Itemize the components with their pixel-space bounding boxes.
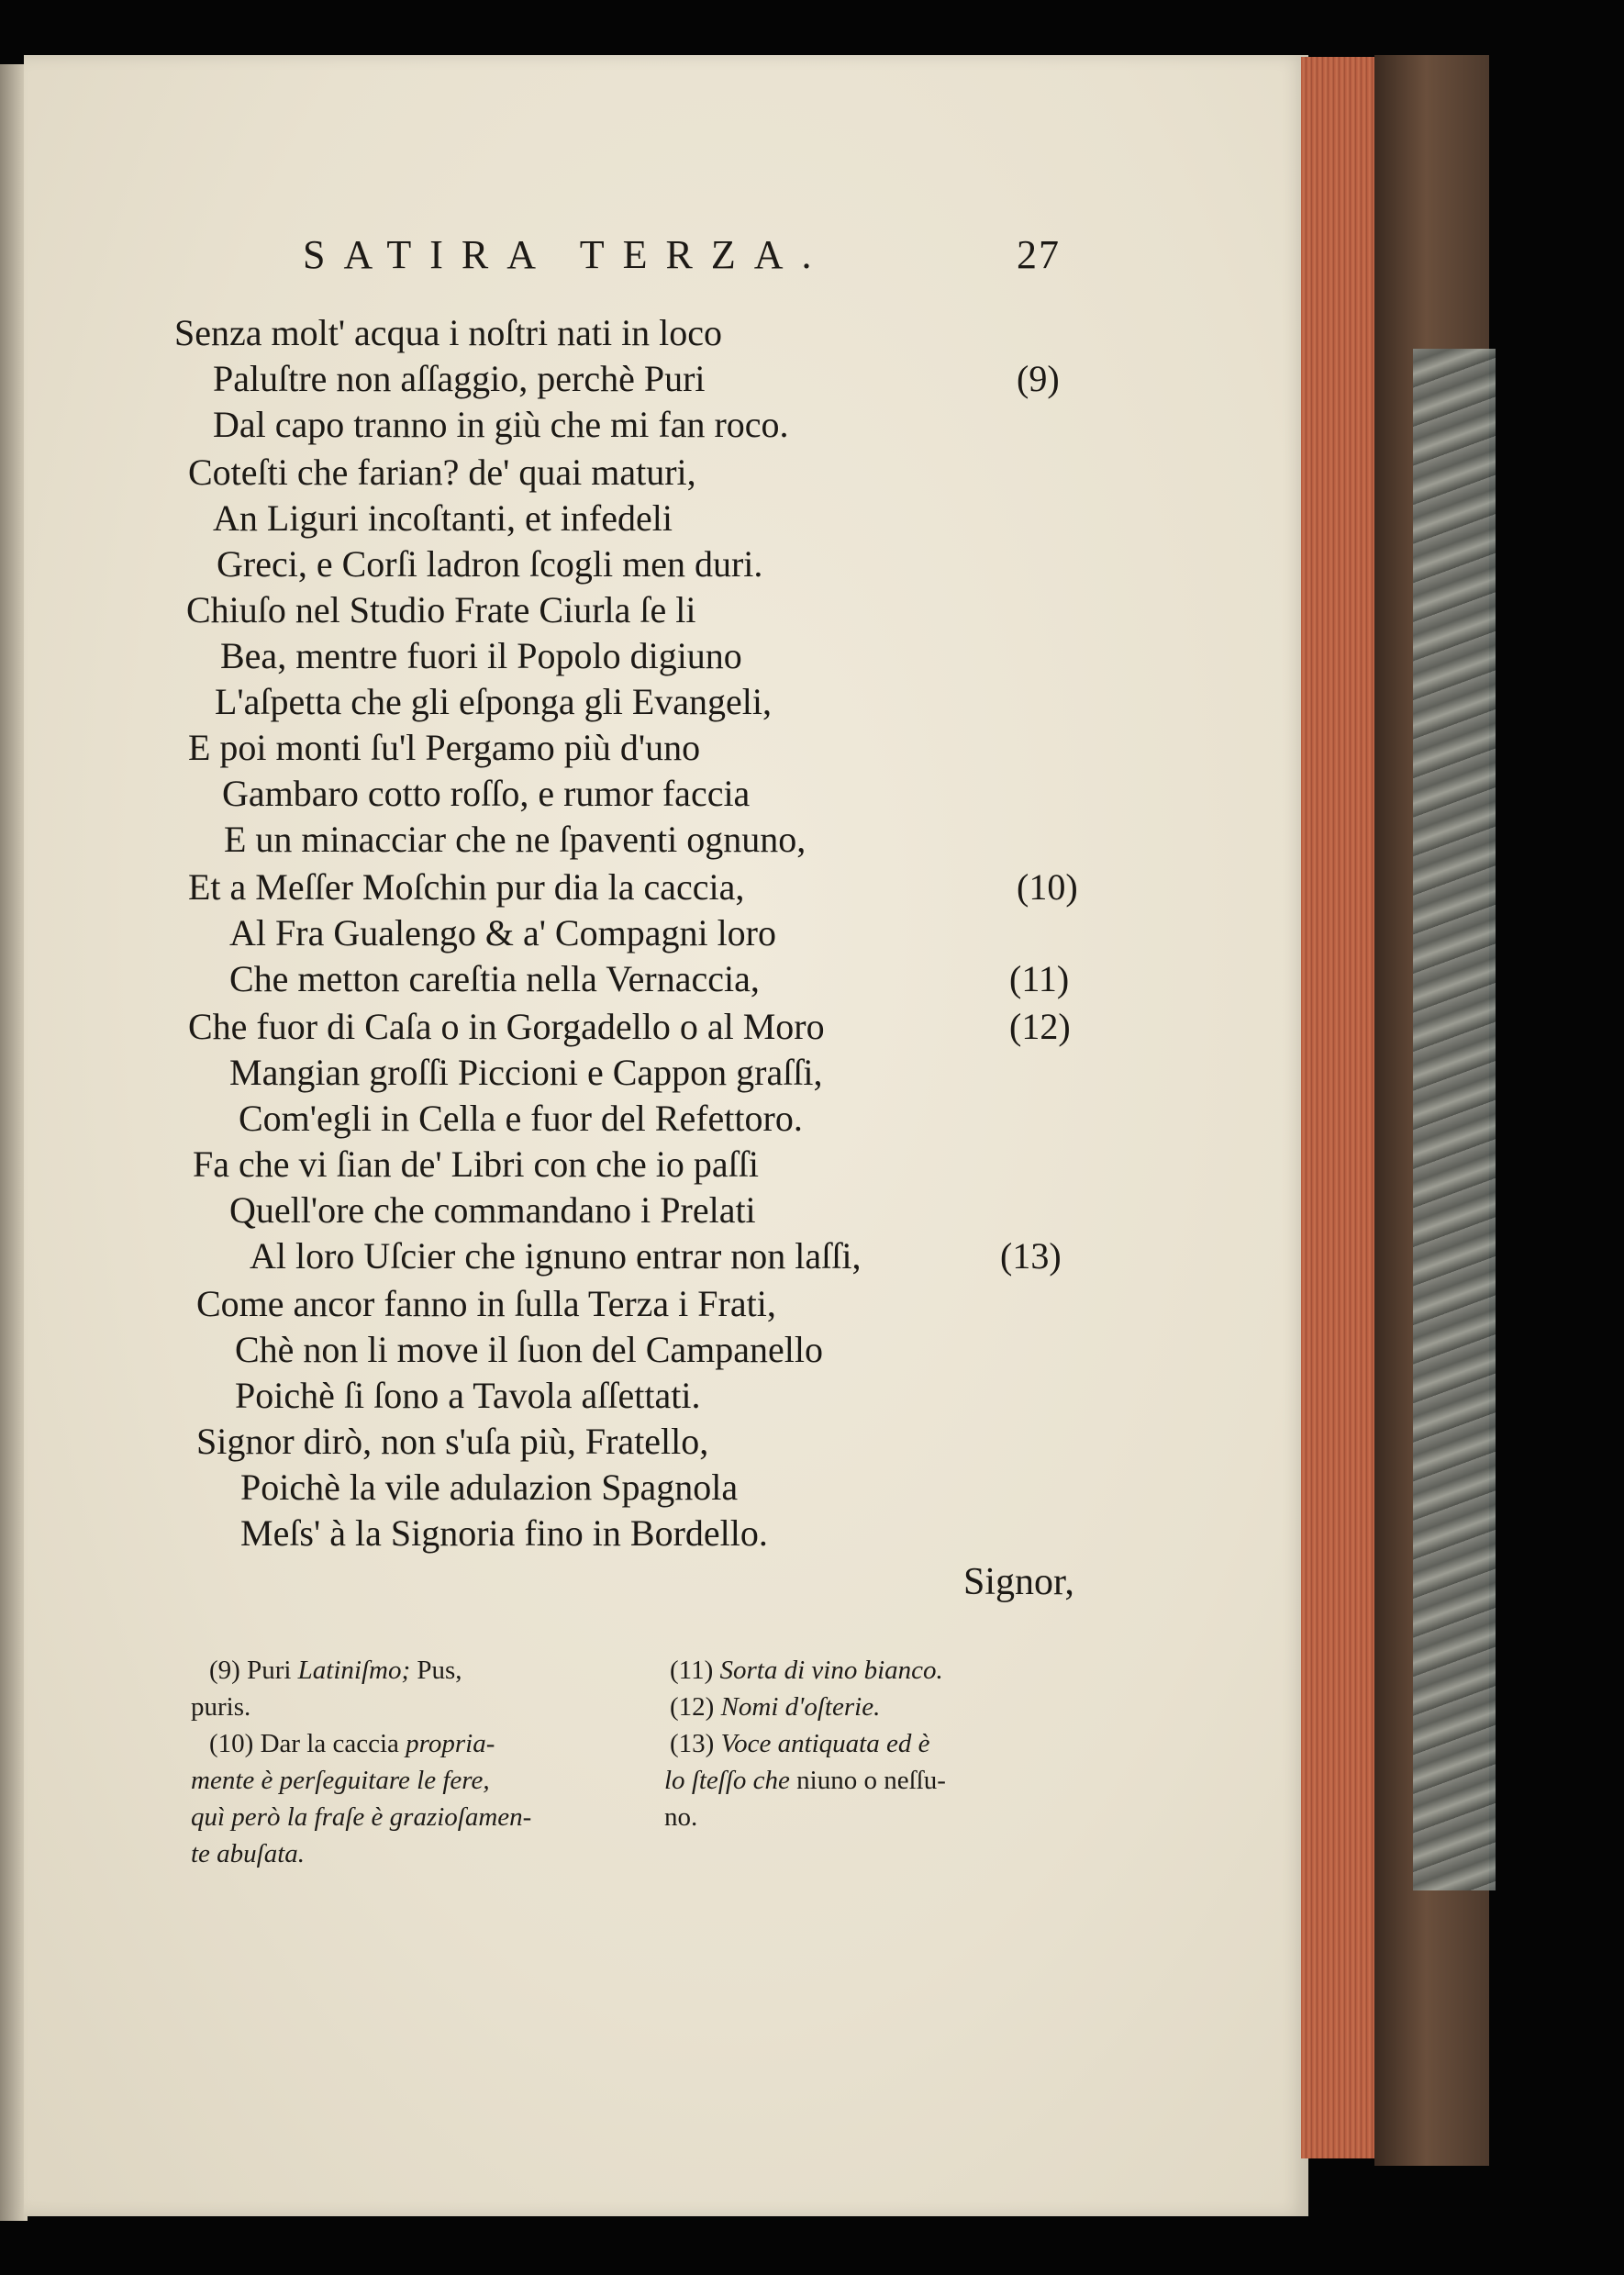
verse-line: Mangian groſſi Piccioni e Cappon graſſi, xyxy=(229,1052,823,1093)
verse-line: Et a Meſſer Moſchin pur dia la caccia, xyxy=(188,866,745,908)
footnote-13-continued xyxy=(664,1762,1101,1799)
verse-line: Al Fra Gualengo & a' Compagni loro xyxy=(229,912,776,953)
verse-line: Come ancor fanno in ſulla Terza i Frati, xyxy=(196,1283,776,1324)
running-head xyxy=(303,231,1147,286)
catchword: Signor, xyxy=(963,1561,1074,1603)
verse-line: Greci, e Corſi ladron ſcogli men duri. xyxy=(217,543,763,585)
footnote-text: propria- xyxy=(406,1729,495,1758)
running-title: SATIRA TERZA. xyxy=(303,232,830,277)
note-reference: (11) xyxy=(1009,958,1070,999)
footnotes-left-column xyxy=(191,1652,650,1872)
footnote-13 xyxy=(670,1725,1101,1762)
footnote-text: Voce antiquata ed è xyxy=(720,1729,930,1758)
verse-line: Meſs' à la Signoria fino in Bordello. xyxy=(240,1512,768,1554)
footnote-9 xyxy=(209,1652,650,1689)
footnote-number: (13) xyxy=(670,1729,715,1758)
verse-line: Al loro Uſcier che ignuno entrar non laſſi, xyxy=(250,1235,862,1277)
note-reference: (10) xyxy=(1017,866,1078,908)
verse-line: Dal capo tranno in giù che mi fan roco. xyxy=(213,404,789,445)
verse-line: E poi monti ſu'l Pergamo più d'uno xyxy=(188,727,701,768)
note-reference: (12) xyxy=(1009,1006,1071,1047)
footnote-number: (10) xyxy=(209,1729,254,1758)
verse-line: Che fuor di Caſa o in Gorgadello o al Moro xyxy=(188,1006,825,1047)
footnote-10 xyxy=(209,1725,650,1762)
verse-line: Fa che vi ſian de' Libri con che io paſſi xyxy=(193,1143,760,1185)
footnote-text: te abuſata. xyxy=(191,1839,306,1868)
footnote-text: puris. xyxy=(191,1692,251,1722)
note-reference: (13) xyxy=(1000,1235,1062,1277)
verse-line: E un minacciar che ne ſpaventi ognuno, xyxy=(224,819,806,860)
verse-line: Com'egli in Cella e fuor del Refettoro. xyxy=(239,1098,803,1139)
footnote-text: Pus, xyxy=(417,1656,462,1685)
verse-line: Chè non li move il ſuon del Campanello xyxy=(235,1329,824,1370)
footnote-text: mente è perſeguitare le fere, xyxy=(191,1766,490,1795)
verse-line: Senza molt' acqua i noſtri nati in loco xyxy=(174,312,723,353)
footnote-text: ſteſſo che xyxy=(691,1766,790,1795)
page-fore-edge xyxy=(1301,57,1377,2158)
verse-line: Coteſti che farian? de' quai maturi, xyxy=(188,452,696,493)
footnote-text: niuno o xyxy=(796,1766,877,1795)
footnote-text: Nomi d'oſterie. xyxy=(720,1692,881,1722)
footnote-text: Dar la caccia xyxy=(260,1729,399,1758)
verse-line: Chiuſo nel Studio Frate Ciurla ſe li xyxy=(186,589,696,630)
note-reference: (9) xyxy=(1017,358,1060,399)
verse-line: Poichè la vile adulazion Spagnola xyxy=(240,1466,739,1508)
verse-line: Quell'ore che commandano i Prelati xyxy=(229,1189,756,1231)
footnote-text: Sorta di vino bianco. xyxy=(719,1656,943,1685)
verse-line: Che metton careſtia nella Vernaccia, xyxy=(229,958,760,999)
footnote-number: (11) xyxy=(670,1656,714,1685)
marbled-cover xyxy=(1413,349,1496,1890)
footnote-11 xyxy=(670,1652,1101,1689)
verse-line: Signor dirò, non s'uſa più, Fratello, xyxy=(196,1421,709,1462)
footnote-text: quì però la fraſe è grazioſamen- xyxy=(191,1802,532,1832)
verse-line: Bea, mentre fuori il Popolo digiuno xyxy=(220,635,742,676)
footnote-text: Latiniſmo; xyxy=(297,1656,411,1685)
footnote-text: lo xyxy=(664,1766,685,1795)
page-number: 27 xyxy=(1017,232,1061,277)
verse-line: An Liguri incoſtanti, et infedeli xyxy=(213,497,673,539)
footnotes-right-column xyxy=(664,1652,1101,1835)
footnote-text: no. xyxy=(664,1802,698,1832)
verse-line: L'aſpetta che gli eſponga gli Evangeli, xyxy=(215,681,772,722)
verse-line: Poichè ſi ſono a Tavola aſſettati. xyxy=(235,1375,701,1416)
footnote-text: neſſu- xyxy=(884,1766,946,1795)
verse-line: Gambaro cotto roſſo, e rumor faccia xyxy=(222,773,751,814)
footnote-12 xyxy=(670,1689,1101,1725)
footnote-number: (12) xyxy=(670,1692,715,1722)
footnote-number: (9) xyxy=(209,1656,240,1685)
footnote-text: Puri xyxy=(247,1656,292,1685)
verse-line: Paluſtre non aſſaggio, perchè Puri xyxy=(213,358,706,399)
